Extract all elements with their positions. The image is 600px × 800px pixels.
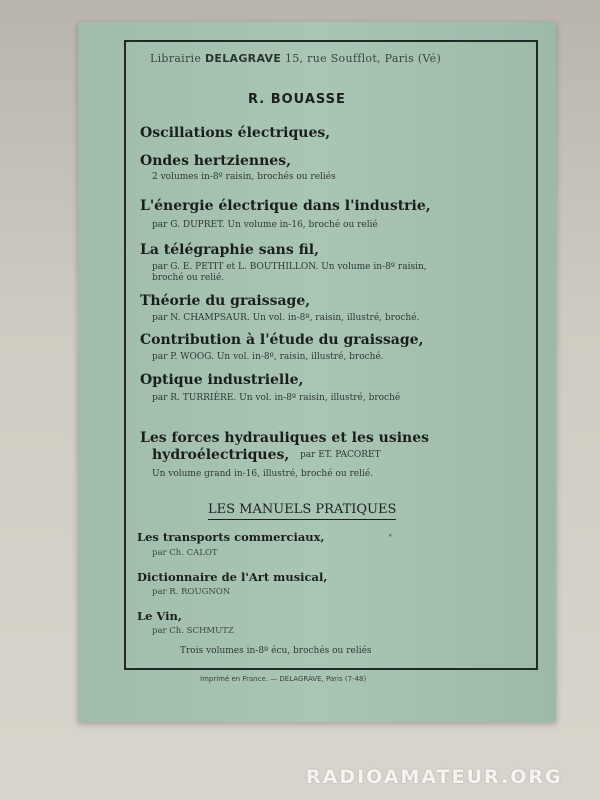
author-name: R. BOUASSE xyxy=(248,92,346,107)
book-details: par N. CHAMPSAUR. Un vol. in-8º, raisin, illustré, broché. xyxy=(152,313,420,323)
book-title: Théorie du graissage, xyxy=(140,293,311,309)
ink-mark: ˄ xyxy=(388,535,393,545)
book-title: Optique industrielle, xyxy=(140,372,304,388)
manual-author: par Ch. CALOT xyxy=(152,548,218,558)
book-title: hydroélectriques, xyxy=(152,447,290,463)
book-details: par G. DUPRET. Un volume in-16, broché ou relié xyxy=(152,220,378,230)
site-watermark: RADIOAMATEUR.ORG xyxy=(306,766,563,788)
book-details: par P. WOOG. Un vol. in-8º, raisin, illustré, broché. xyxy=(152,352,384,362)
manual-author: par R. ROUGNON xyxy=(152,587,231,597)
book-details: par R. TURRIÈRE. Un vol. in-8º raisin, illustré, broché xyxy=(152,393,401,403)
manuels-heading: LES MANUELS PRATIQUES xyxy=(208,502,396,520)
manual-title: Dictionnaire de l'Art musical, xyxy=(137,570,328,584)
book-author: par ET. PACORET xyxy=(300,450,381,460)
book-title: La télégraphie sans fil, xyxy=(140,242,319,258)
printer-imprint: Imprimé en France. — DELAGRAVE, Paris (7-48) xyxy=(200,675,367,683)
book-title: Les forces hydrauliques et les usines xyxy=(140,430,430,446)
manual-author: par Ch. SCHMUTZ xyxy=(152,626,234,636)
book-title: Ondes hertziennes, xyxy=(140,153,291,169)
book-details: 2 volumes in-8º raisin, brochés ou reliés xyxy=(152,172,336,182)
book-title: Contribution à l'étude du graissage, xyxy=(140,332,424,348)
manual-title: Le Vin, xyxy=(137,609,182,623)
book-title: L'énergie électrique dans l'industrie, xyxy=(140,198,431,214)
manual-title: Les transports commerciaux, xyxy=(137,530,325,544)
book-details: par G. E. PETIT et L. BOUTHILLON. Un volume in-8º raisin, xyxy=(152,262,427,272)
manuels-format: Trois volumes in-8º écu, brochés ou reliés xyxy=(180,646,372,656)
book-details: broché ou relié. xyxy=(152,273,225,283)
publisher-line: Librairie DELAGRAVE 15, rue Soufflot, Paris (Vé) xyxy=(150,52,442,65)
book-title: Oscillations électriques, xyxy=(140,125,331,141)
book-details: Un volume grand in-16, illustré, broché ou relié. xyxy=(152,469,374,479)
